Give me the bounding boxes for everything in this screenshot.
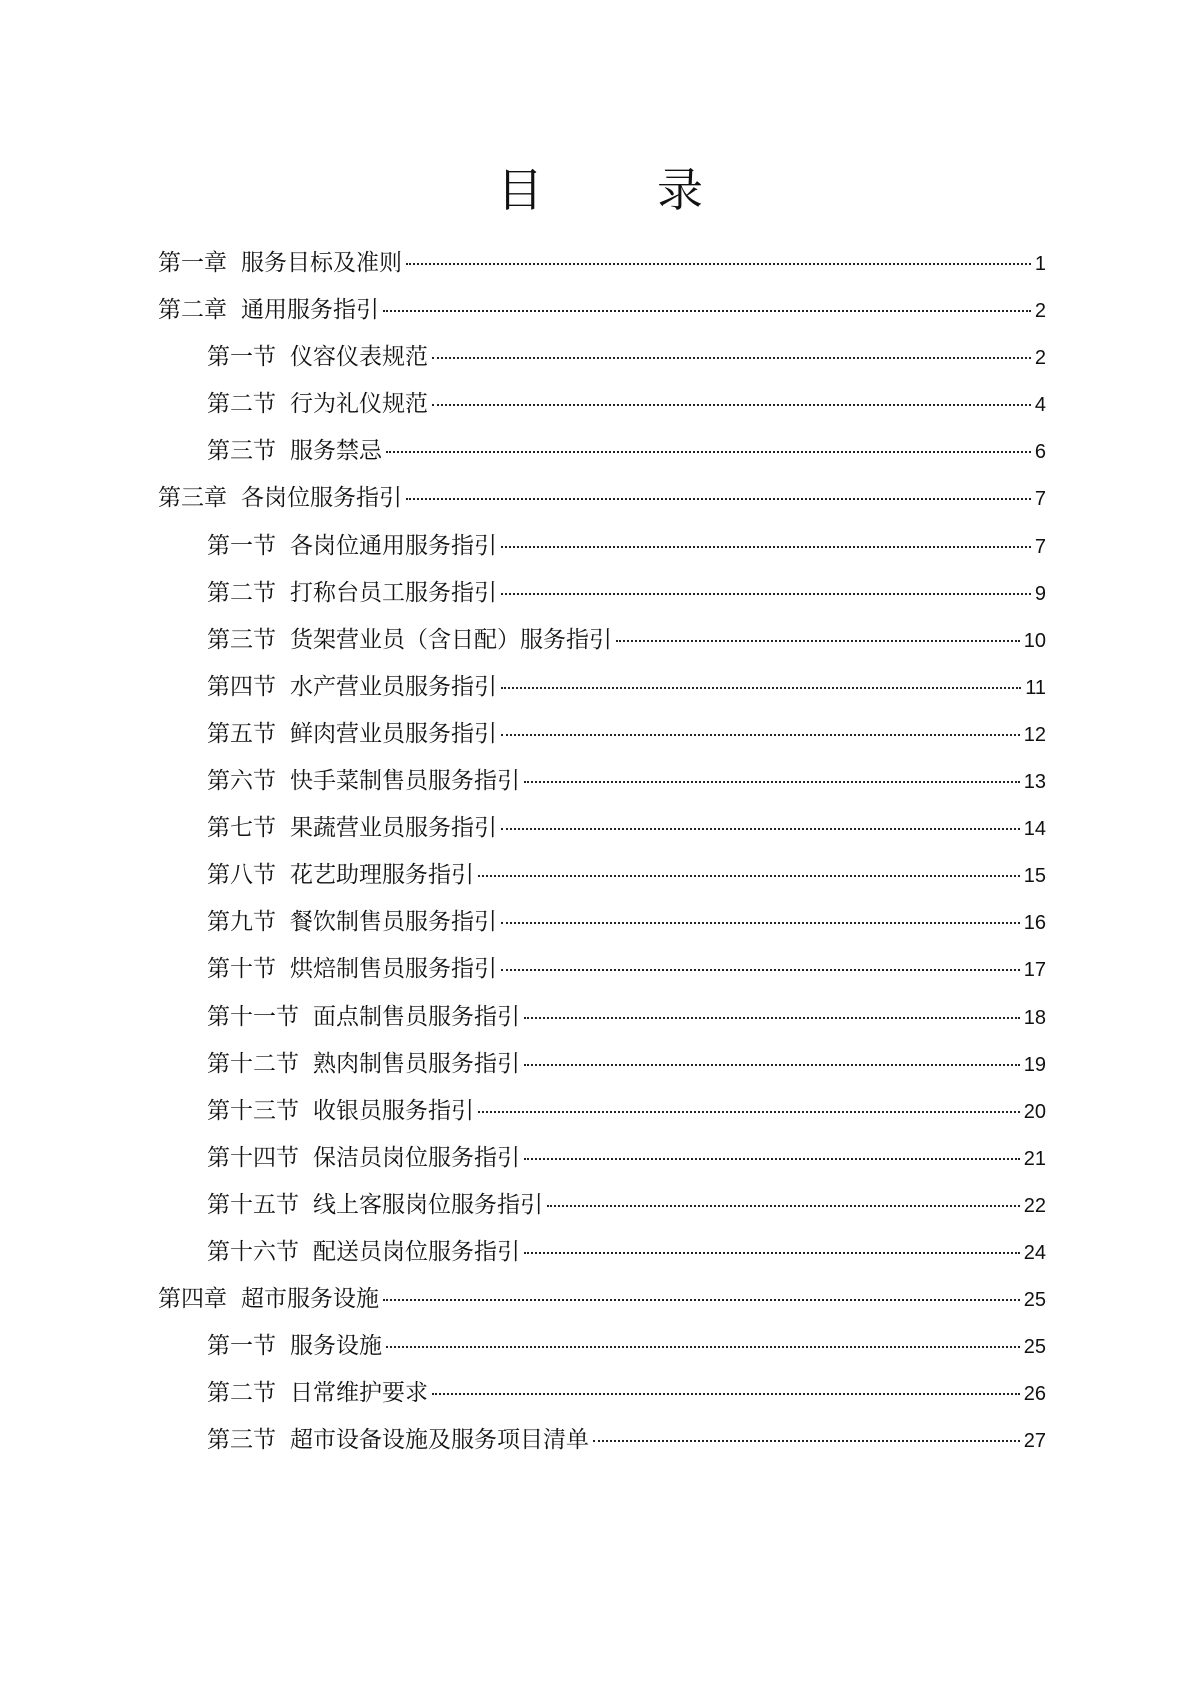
toc-dot-leader: [524, 1252, 1020, 1254]
toc-section-entry[interactable]: [158, 719, 1046, 766]
toc-entry-number: 第三章: [158, 485, 227, 512]
toc-chapter-entry[interactable]: [158, 295, 1046, 342]
toc-page-number: 2: [1034, 347, 1046, 370]
toc-section-entry[interactable]: [158, 531, 1046, 578]
toc-entry-title: 超市设备设施及服务项目清单: [290, 1427, 589, 1454]
toc-entry-title: 通用服务指引: [241, 297, 379, 324]
toc-entry-title: 餐饮制售员服务指引: [290, 909, 497, 936]
toc-entry-number: 第十四节: [207, 1144, 299, 1171]
toc-dot-leader: [478, 1111, 1020, 1113]
toc-page-number: 4: [1034, 394, 1046, 417]
toc-dot-leader: [501, 969, 1020, 971]
toc-entry-title: 花艺助理服务指引: [290, 862, 474, 889]
toc-entry-number: 第二节: [207, 391, 276, 418]
toc-dot-leader: [406, 498, 1031, 500]
toc-page-number: 13: [1023, 771, 1046, 794]
toc-section-entry[interactable]: [158, 954, 1046, 1001]
toc-page-number: 27: [1023, 1430, 1046, 1453]
toc-page-number: 22: [1023, 1194, 1046, 1217]
toc-dot-leader: [383, 310, 1031, 312]
toc-page-number: 26: [1023, 1383, 1046, 1406]
toc-entry-title: 服务禁忌: [290, 438, 382, 465]
page-title: 目 录: [497, 163, 737, 217]
toc-section-entry[interactable]: [158, 578, 1046, 625]
toc-dot-leader: [478, 875, 1020, 877]
toc-entry-title: 超市服务设施: [241, 1286, 379, 1313]
toc-page-number: 21: [1023, 1147, 1046, 1170]
toc-entry-title: 各岗位服务指引: [241, 485, 402, 512]
toc-page-number: 7: [1034, 488, 1046, 511]
toc-dot-leader: [524, 1158, 1020, 1160]
toc-section-entry[interactable]: [158, 860, 1046, 907]
toc-entry-number: 第五节: [207, 720, 276, 747]
toc-page-number: 17: [1023, 959, 1046, 982]
toc-entry-number: 第一节: [207, 1333, 276, 1360]
toc-dot-leader: [501, 593, 1031, 595]
toc-section-entry[interactable]: [158, 1002, 1046, 1049]
toc-dot-leader: [524, 1064, 1020, 1066]
toc-entry-number: 第十五节: [207, 1191, 299, 1218]
toc-dot-leader: [616, 640, 1020, 642]
toc-page-number: 16: [1023, 912, 1046, 935]
toc-entry-number: 第八节: [207, 862, 276, 889]
toc-dot-leader: [432, 404, 1031, 406]
toc-entry-title: 线上客服岗位服务指引: [313, 1191, 543, 1218]
toc-entry-title: 烘焙制售员服务指引: [290, 956, 497, 983]
toc-entry-title: 各岗位通用服务指引: [290, 532, 497, 559]
toc-entry-number: 第十六节: [207, 1238, 299, 1265]
toc-section-entry[interactable]: [158, 1425, 1046, 1472]
toc-dot-leader: [501, 734, 1020, 736]
toc-entry-title: 保洁员岗位服务指引: [313, 1144, 520, 1171]
toc-section-entry[interactable]: [158, 1049, 1046, 1096]
toc-entry-title: 面点制售员服务指引: [313, 1003, 520, 1030]
toc-page-number: 25: [1023, 1336, 1046, 1359]
toc-page-number: 6: [1034, 441, 1046, 464]
toc-entry-title: 收银员服务指引: [313, 1097, 474, 1124]
toc-entry-number: 第三节: [207, 626, 276, 653]
toc-entry-title: 货架营业员（含日配）服务指引: [290, 626, 612, 653]
toc-chapter-entry[interactable]: [158, 248, 1046, 295]
toc-section-entry[interactable]: [158, 766, 1046, 813]
toc-entry-title: 快手菜制售员服务指引: [290, 768, 520, 795]
toc-section-entry[interactable]: [158, 436, 1046, 483]
toc-dot-leader: [501, 828, 1020, 830]
toc-entry-title: 熟肉制售员服务指引: [313, 1050, 520, 1077]
toc-dot-leader: [383, 1299, 1020, 1301]
toc-dot-leader: [501, 922, 1020, 924]
toc-entry-number: 第十节: [207, 956, 276, 983]
toc-entry-title: 打称台员工服务指引: [290, 579, 497, 606]
toc-entry-number: 第六节: [207, 768, 276, 795]
toc-entry-number: 第九节: [207, 909, 276, 936]
toc-section-entry[interactable]: [158, 1096, 1046, 1143]
toc-dot-leader: [501, 546, 1031, 548]
toc-entry-title: 配送员岗位服务指引: [313, 1238, 520, 1265]
toc-entry-number: 第十二节: [207, 1050, 299, 1077]
toc-entry-number: 第十一节: [207, 1003, 299, 1030]
toc-page-number: 10: [1023, 629, 1046, 652]
toc-entry-title: 鲜肉营业员服务指引: [290, 720, 497, 747]
toc-dot-leader: [501, 687, 1021, 689]
toc-page-number: 25: [1023, 1289, 1046, 1312]
toc-entry-title: 服务设施: [290, 1333, 382, 1360]
toc-page-number: 2: [1034, 300, 1046, 323]
toc-entry-title: 行为礼仪规范: [290, 391, 428, 418]
toc-dot-leader: [547, 1205, 1020, 1207]
toc-page-number: 20: [1023, 1100, 1046, 1123]
toc-entry-number: 第四节: [207, 673, 276, 700]
toc-dot-leader: [524, 1017, 1020, 1019]
toc-dot-leader: [406, 263, 1031, 265]
toc-section-entry[interactable]: [158, 907, 1046, 954]
toc-page-number: 7: [1034, 535, 1046, 558]
toc-page-number: 1: [1034, 253, 1046, 275]
toc-entry-number: 第四章: [158, 1286, 227, 1313]
toc-page-number: 24: [1023, 1241, 1046, 1264]
toc-section-entry[interactable]: [158, 1331, 1046, 1378]
toc-entry-title: 日常维护要求: [290, 1380, 428, 1407]
toc-entry-number: 第三节: [207, 1427, 276, 1454]
toc-entry-number: 第二节: [207, 579, 276, 606]
toc-entry-title: 果蔬营业员服务指引: [290, 815, 497, 842]
toc-section-entry[interactable]: [158, 625, 1046, 672]
toc-dot-leader: [386, 451, 1031, 453]
toc-dot-leader: [386, 1346, 1020, 1348]
toc-page-number: 18: [1023, 1006, 1046, 1029]
toc-section-entry[interactable]: [158, 813, 1046, 860]
toc-page-number: 12: [1023, 723, 1046, 746]
table-of-contents: [158, 248, 1046, 1472]
toc-entry-number: 第二节: [207, 1380, 276, 1407]
toc-section-entry[interactable]: [158, 389, 1046, 436]
toc-page-number: 19: [1023, 1053, 1046, 1076]
toc-chapter-entry[interactable]: [158, 483, 1046, 530]
toc-section-entry[interactable]: [158, 1378, 1046, 1425]
toc-dot-leader: [432, 357, 1031, 359]
toc-chapter-entry[interactable]: [158, 1284, 1046, 1331]
toc-page-number: 14: [1023, 818, 1046, 841]
toc-entry-title: 仪容仪表规范: [290, 344, 428, 371]
toc-entry-number: 第一节: [207, 344, 276, 371]
toc-page-number: 9: [1034, 582, 1046, 605]
toc-entry-number: 第一章: [158, 250, 227, 276]
toc-entry-number: 第七节: [207, 815, 276, 842]
toc-section-entry[interactable]: [158, 1143, 1046, 1190]
toc-entry-number: 第十三节: [207, 1097, 299, 1124]
toc-entry-title: 服务目标及准则: [241, 250, 402, 276]
toc-entry-number: 第二章: [158, 297, 227, 324]
toc-section-entry[interactable]: [158, 342, 1046, 389]
toc-dot-leader: [593, 1440, 1020, 1442]
toc-entry-title: 水产营业员服务指引: [290, 673, 497, 700]
toc-section-entry[interactable]: [158, 1237, 1046, 1284]
toc-page-number: 11: [1025, 676, 1046, 699]
toc-page-number: 15: [1023, 865, 1046, 888]
toc-section-entry[interactable]: [158, 1190, 1046, 1237]
toc-dot-leader: [432, 1393, 1020, 1395]
toc-dot-leader: [524, 781, 1020, 783]
toc-entry-number: 第三节: [207, 438, 276, 465]
toc-entry-number: 第一节: [207, 532, 276, 559]
toc-section-entry[interactable]: [158, 672, 1046, 719]
